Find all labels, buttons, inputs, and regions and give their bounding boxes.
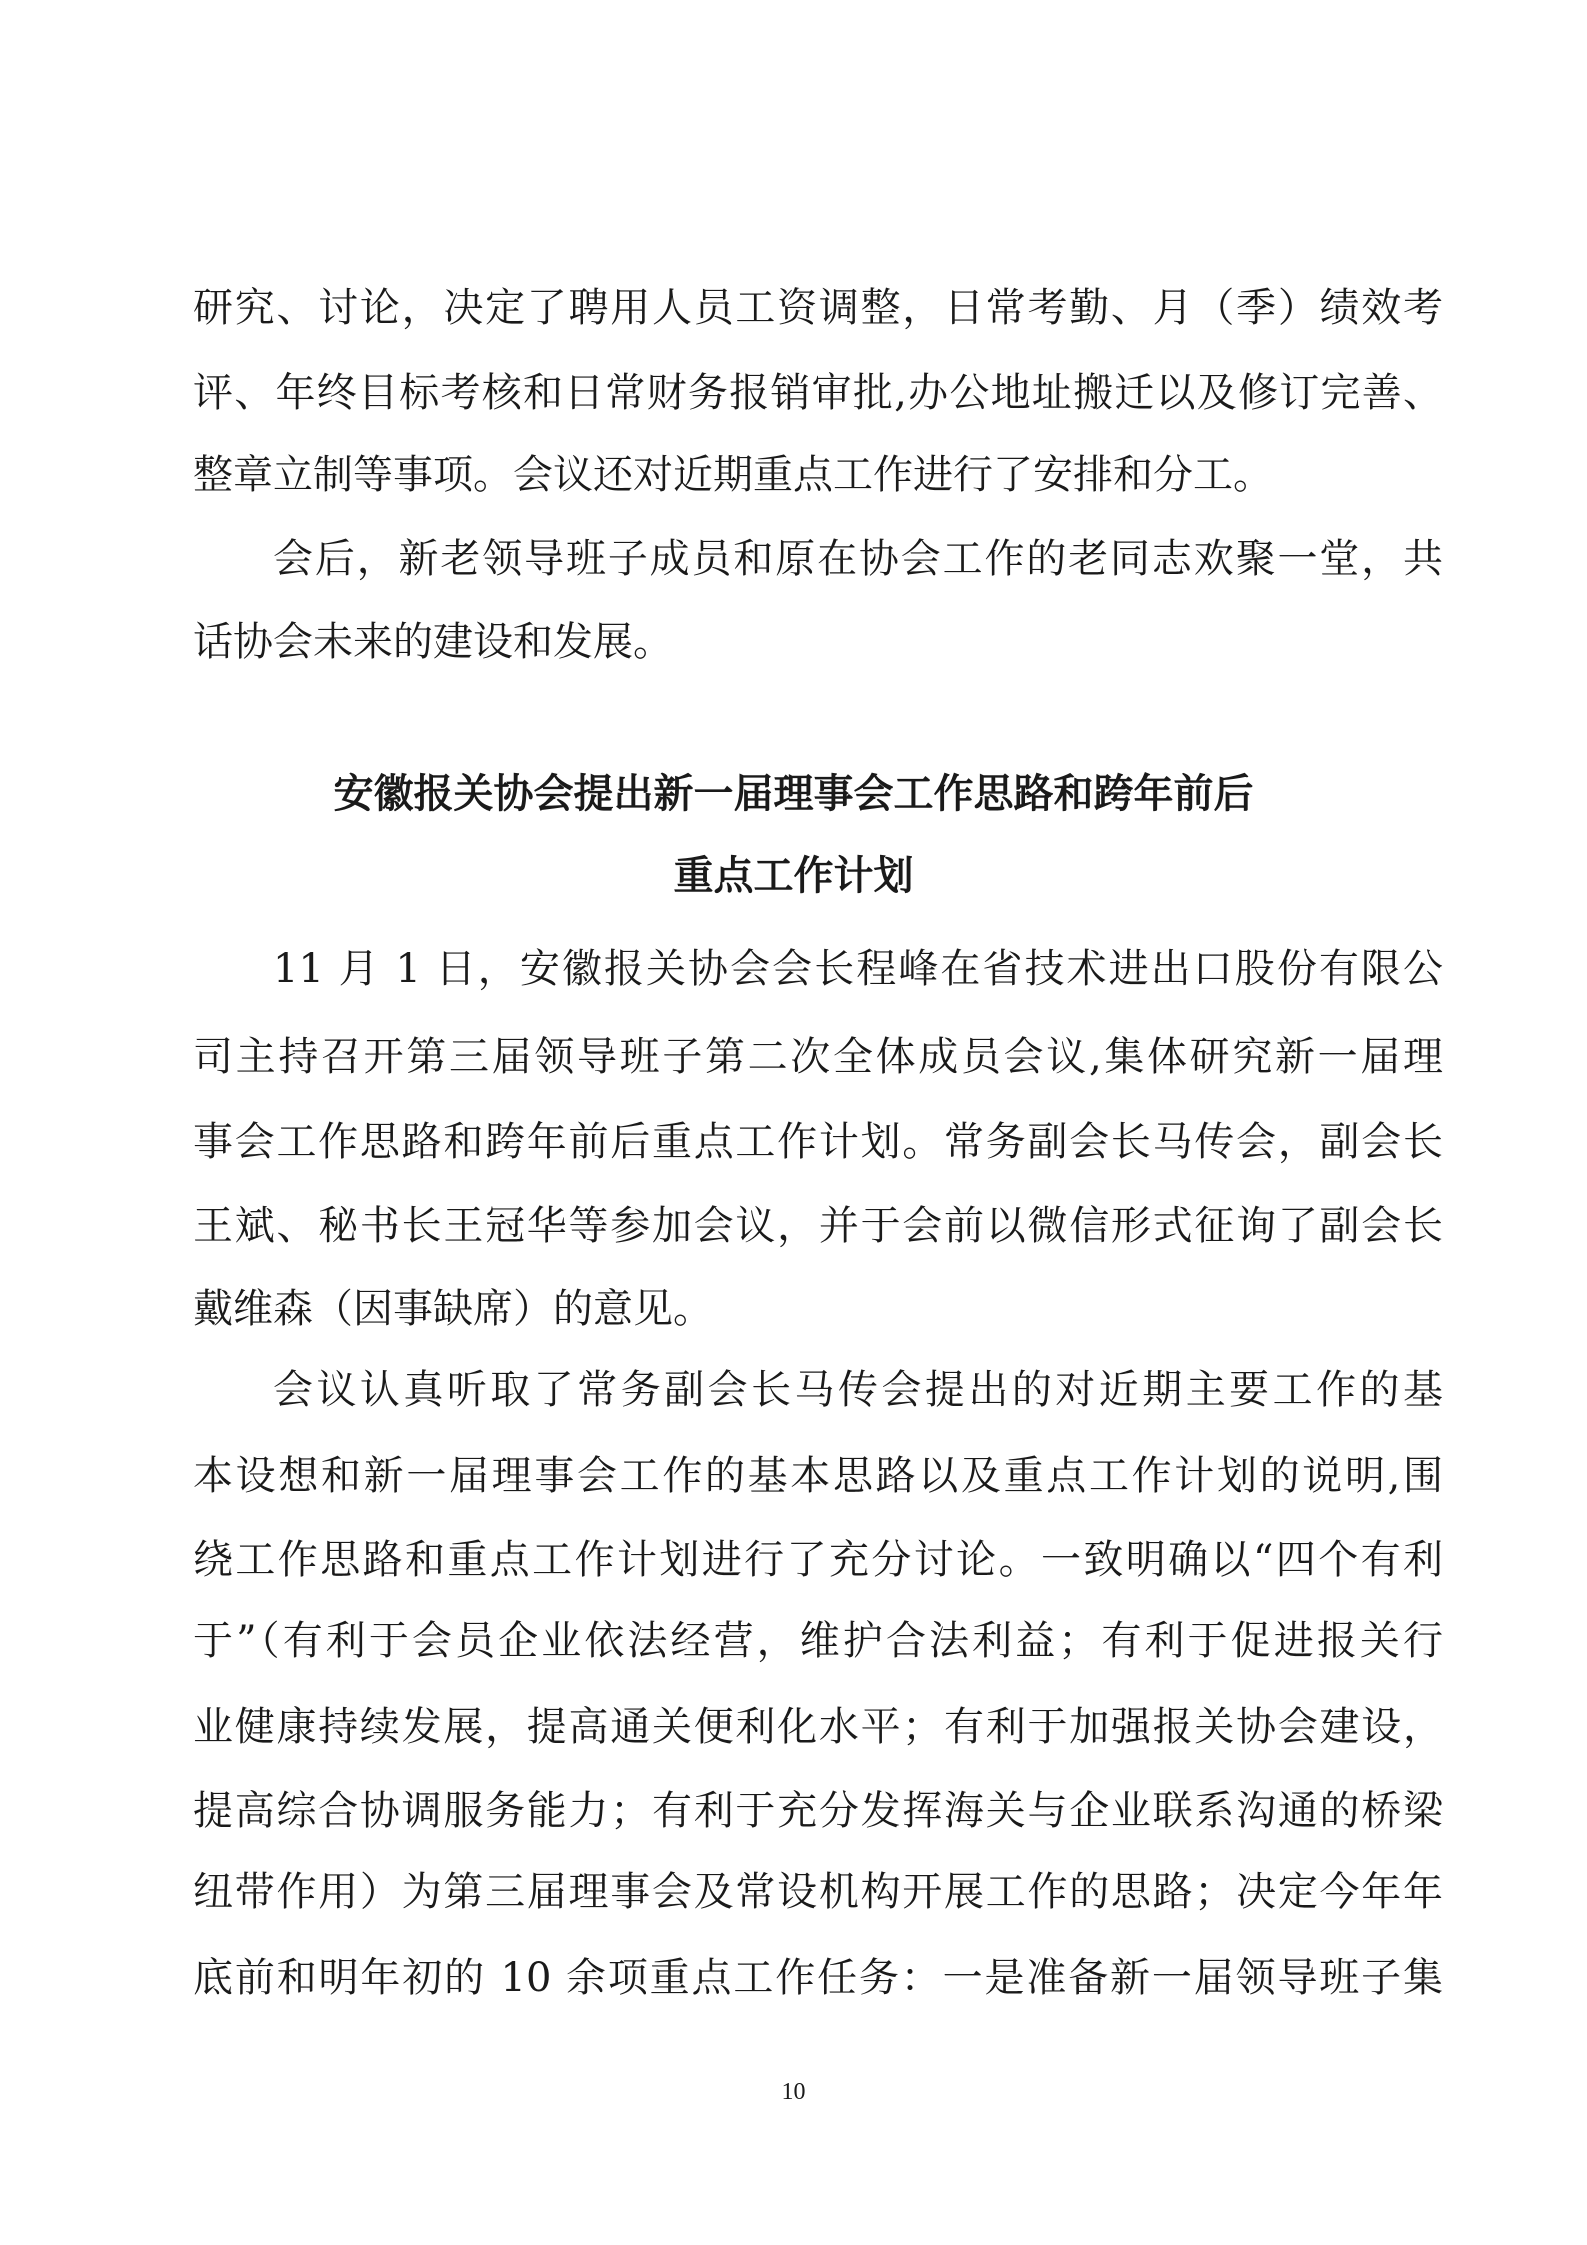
paragraph-line: 本设想和新一届理事会工作的基本思路以及重点工作计划的说明,围 <box>193 1453 1443 1499</box>
paragraph-line: 绕工作思路和重点工作计划进行了充分讨论。一致明确以“四个有利 <box>193 1537 1443 1583</box>
paragraph-line: 业健康持续发展，提高通关便利化水平；有利于加强报关协会建设， <box>193 1704 1443 1750</box>
paragraph-line: 话协会未来的建设和发展。 <box>193 619 673 665</box>
paragraph-line: 会后，新老领导班子成员和原在协会工作的老同志欢聚一堂，共 <box>273 536 1443 582</box>
paragraph-line: 司主持召开第三届领导班子第二次全体成员会议,集体研究新一届理 <box>193 1034 1443 1080</box>
paragraph-line: 11 月 1 日，安徽报关协会会长程峰在省技术进出口股份有限公 <box>273 946 1443 992</box>
paragraph-line: 研究、讨论，决定了聘用人员工资调整，日常考勤、月（季）绩效考 <box>193 285 1443 331</box>
paragraph-line: 底前和明年初的 10 余项重点工作任务：一是准备新一届领导班子集 <box>193 1955 1443 2001</box>
paragraph-line: 会议认真听取了常务副会长马传会提出的对近期主要工作的基 <box>273 1367 1443 1413</box>
paragraph-line: 评、年终目标考核和日常财务报销审批,办公地址搬迁以及修订完善、 <box>193 370 1443 416</box>
paragraph-line: 戴维森（因事缺席）的意见。 <box>193 1286 713 1332</box>
article-title-line-2: 重点工作计划 <box>673 853 914 899</box>
paragraph-line: 事会工作思路和跨年前后重点工作计划。常务副会长马传会，副会长 <box>193 1119 1443 1165</box>
paragraph-line: 提高综合协调服务能力；有利于充分发挥海关与企业联系沟通的桥梁 <box>193 1788 1443 1834</box>
paragraph-line: 纽带作用）为第三届理事会及常设机构开展工作的思路；决定今年年 <box>193 1869 1443 1915</box>
article-title-line-1: 安徽报关协会提出新一届理事会工作思路和跨年前后 <box>333 771 1254 817</box>
paragraph-line: 王斌、秘书长王冠华等参加会议，并于会前以微信形式征询了副会长 <box>193 1203 1443 1249</box>
paragraph-line: 整章立制等事项。会议还对近期重点工作进行了安排和分工。 <box>193 452 1273 498</box>
page-number: 10 <box>781 2079 806 2105</box>
paragraph-line: 于”（有利于会员企业依法经营，维护合法利益；有利于促进报关行 <box>193 1618 1443 1664</box>
